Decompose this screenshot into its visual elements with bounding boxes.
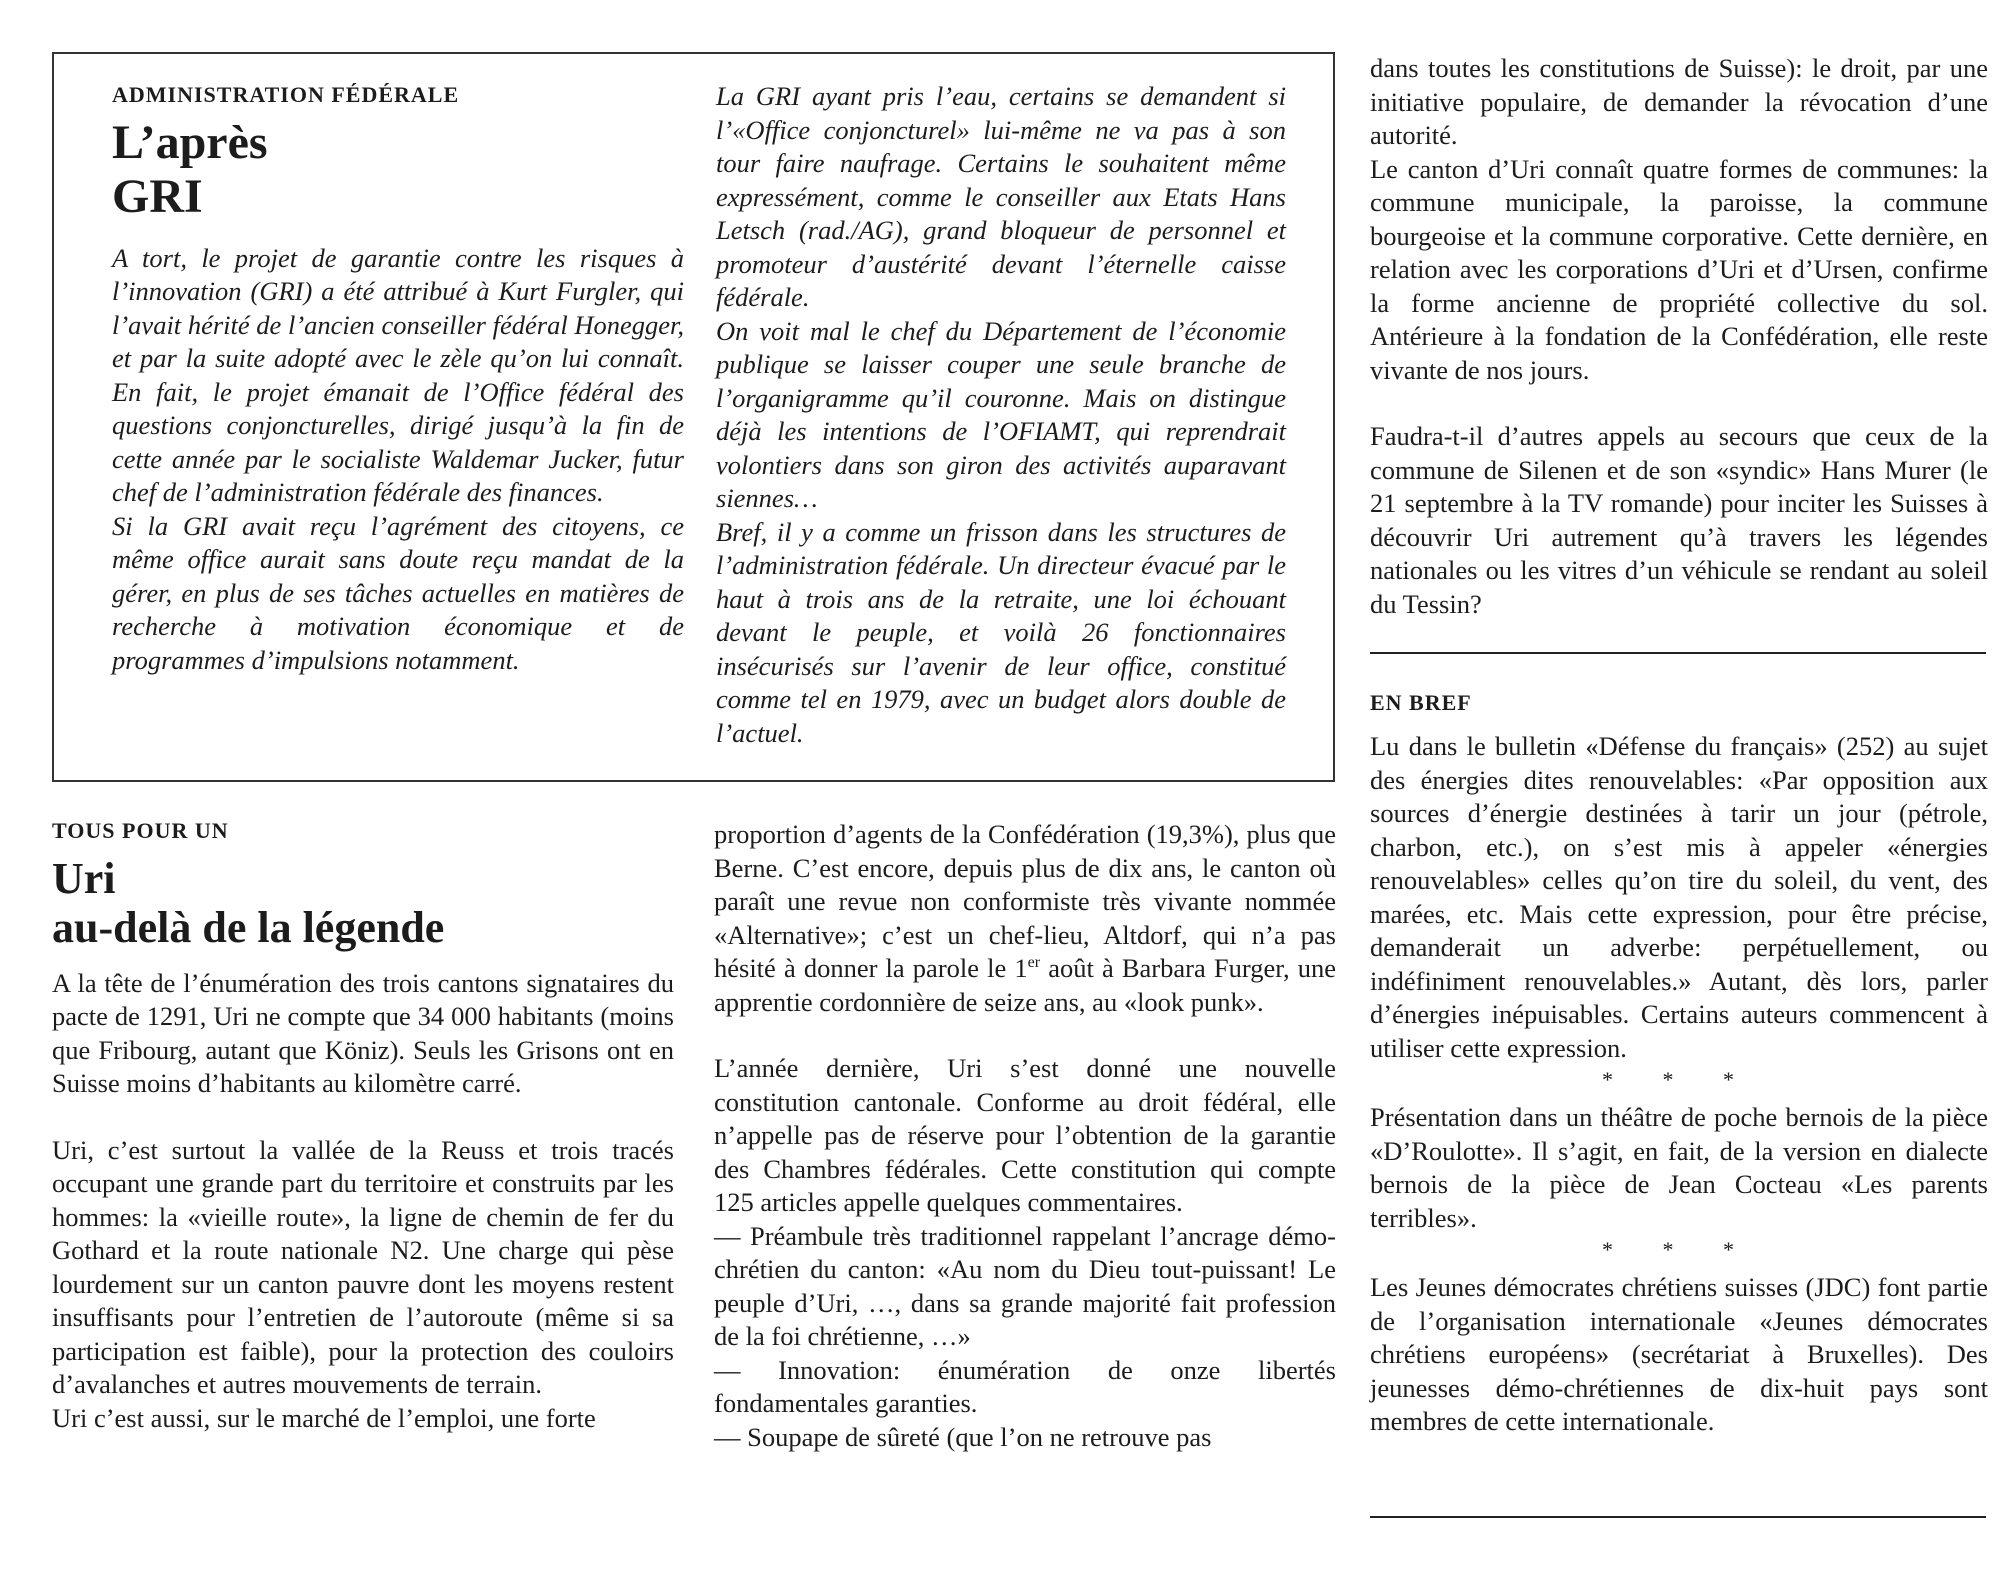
- uri-title-line1: Uri: [52, 854, 116, 903]
- uri-col2-paragraph3: — Préambule très traditionnel rappelant l’ancrage démo-chrétien du canton: «Au nom du Dieu tout-puissant! Le peuple d’Uri, …, dans sa grande majorité fait profession de la foi chrétienne, …»: [714, 1220, 1336, 1351]
- gri-headline: [112, 116, 684, 224]
- gri-col2-paragraph1: La GRI ayant pris l’eau, certains se demandent si l’«Office conjoncturel» lui-même ne va pas à son tour faire naufrage. Certains le souhaitent même expressément, comme le conseiller aux Etats Hans Letsch (rad./AG), grand bloqueur de personnel et promoteur d’austérité devant l’éternelle caisse fédérale.: [716, 81, 1286, 312]
- gri-col2-paragraph3: Bref, il y a comme un frisson dans les structures de l’administration fédérale. Un directeur évacué par le haut à trois ans de la retraite, une loi échouant devant le peuple, et voilà 26 fonctionnaires insécurisés sur l’avenir de leur office, constitué comme tel en 1979, avec un budget alors double de l’actuel.: [716, 516, 1286, 748]
- uri-col2-paragraph2: L’année dernière, Uri s’est donné une nouvelle constitution cantonale. Conforme au droit fédéral, elle n’appelle pas de réserve pour l’obtention de la garantie des Chambres fédérales. Cette constitution qui compte 125 articles appelle quelques commentaires.: [714, 1053, 1336, 1217]
- gri-article-col1: [112, 82, 684, 677]
- gri-title-line1: L’après: [112, 116, 268, 169]
- en-bref-kicker: EN BREF: [1370, 690, 1472, 715]
- separator-stars-2: * * *: [1602, 1237, 1756, 1262]
- uri-col2-paragraph5: — Soupape de sûreté (que l’on ne retrouve pas: [714, 1421, 1212, 1452]
- bottom-rule: [1370, 1516, 1986, 1518]
- en-bref-section: [1370, 690, 1988, 1439]
- uri-col3-paragraph3: Faudra-t-il d’autres appels au secours que ceux de la commune de Silenen et de son «syndic» Hans Murer (le 21 septembre à la TV romande) pour inciter les Suisses à découvrir Uri autrement qu’à travers les légendes nationales ou les vitres d’un véhicule se rendant au soleil du Tessin?: [1370, 421, 1988, 619]
- uri-article-col2: [714, 818, 1336, 1454]
- uri-headline: [52, 854, 674, 953]
- uri-col1-paragraph2: Uri, c’est surtout la vallée de la Reuss et trois tracés occupant une grande part du territoire et construits par les hommes: la «vieille route», la ligne de chemin de fer du Gothard et la route nationale N2. Une charge qui pèse lourdement sur un canton pauvre dont les moyens restent insuffisants pour l’entretien de l’autoroute (même si sa participation est faible), pour la protection des couloirs d’avalanches et autres mouvements de terrain.: [52, 1134, 674, 1400]
- uri-col1-paragraph1: A la tête de l’énumération des trois cantons signataires du pacte de 1291, Uri ne compte que 34 000 habitants (moins que Fribourg, autant que Köniz). Seuls les Grisons ont en Suisse moins d’habitants au kilomètre carré.: [52, 967, 674, 1099]
- gri-col1-paragraph2: Si la GRI avait reçu l’agrément des citoyens, ce même office aurait sans doute reçu mandat de la gérer, en plus de ses tâches actuelles en matières de recherche à motivation économique et de programmes d’impulsions notamment.: [112, 510, 684, 675]
- uri-col2-p1-part-b: août à Barbara Furger, une apprentie cordonnière de seize ans, au «look punk».: [714, 953, 1336, 1017]
- divider-rule: [1370, 652, 1986, 654]
- gri-kicker: ADMINISTRATION FÉDÉRALE: [112, 82, 460, 107]
- uri-col2-p1-part-a: proportion d’agents de la Confédération (19,3%), plus que Berne. C’est encore, depuis plus de dix ans, le canton où paraît une revue non conformiste très vivante nommée «Alternative»; c’est un chef-lieu, Altdorf, qui n’a pas hésité à donner la parole le 1: [714, 819, 1336, 983]
- uri-title-line2: au-delà de la légende: [52, 903, 445, 953]
- gri-title-line2: GRI: [112, 169, 203, 223]
- uri-col2-paragraph4: — Innovation: énumération de onze libertés fondamentales garanties.: [714, 1354, 1336, 1418]
- uri-kicker: TOUS POUR UN: [52, 818, 229, 843]
- uri-col2-paragraph1: [714, 818, 1336, 1019]
- en-bref-paragraph3: Les Jeunes démocrates chrétiens suisses (JDC) font partie de l’organisation internationale «Jeunes démocrates chrétiens européens» (secrétariat à Bruxelles). Des jeunesses démo-chrétiennes de dix-huit pays sont membres de cette internationale.: [1370, 1272, 1988, 1436]
- superscript-er: er: [1027, 954, 1041, 972]
- uri-article-col1: [52, 818, 674, 1435]
- en-bref-paragraph2: Présentation dans un théâtre de poche bernois de la pièce «D’Roulotte». Il s’agit, en fait, de la version en dialecte bernois de la pièce de Jean Cocteau «Les parents terribles».: [1370, 1102, 1988, 1233]
- gri-col1-paragraph1: A tort, le projet de garantie contre les risques à l’innovation (GRI) a été attribué à Kurt Furgler, qui l’avait hérité de l’ancien conseiller fédéral Honegger, et par la suite adopté avec le zèle qu’on lui connaît. En fait, le projet émanait de l’Office fédéral des questions conjoncturelles, dirigé jusqu’à la fin de cette année par le socialiste Waldemar Jucker, futur chef de l’administration fédérale des finances.: [112, 242, 684, 507]
- gri-col2-paragraph2: On voit mal le chef du Département de l’économie publique se laisser couper une seule branche de l’organigramme qu’il couronne. Mais on distingue déjà les intentions de l’OFIAMT, qui reprendrait volontiers dans son giron des activités auparavant siennes…: [716, 315, 1286, 513]
- uri-col3-paragraph2: Le canton d’Uri connaît quatre formes de communes: la commune municipale, la paroisse, la commune bourgeoise et la commune corporative. Cette dernière, en relation avec les corporations d’Uri et d’Ursen, confirme la forme ancienne de propriété collective du sol. Antérieure à la fondation de la Confédération, elle reste vivante de nos jours.: [1370, 153, 1988, 385]
- uri-col1-paragraph3: Uri c’est aussi, sur le marché de l’emploi, une forte: [52, 1402, 596, 1433]
- gri-article-col2: [716, 80, 1286, 750]
- separator-stars-1: * * *: [1602, 1067, 1756, 1092]
- en-bref-paragraph1: Lu dans le bulletin «Défense du français» (252) au sujet des énergies dites renouvelables: «Par opposition aux sources d’énergie destinées à tarir un jour (pétrole, charbon, etc.), on s’est mis à appeler «énergies renouvelables» celles qu’on tire du soleil, du vent, des marées, etc. Mais cette expression, pour être précise, demanderait un adverbe: perpétuellement, ou indéfiniment renouvelables.» Autant, dès lors, parler d’énergies inépuisables. Certains auteurs commencent à utiliser cette expression.: [1370, 731, 1988, 1063]
- uri-col3-paragraph1: dans toutes les constitutions de Suisse): le droit, par une initiative populaire, de demander la révocation d’une autorité.: [1370, 53, 1988, 150]
- uri-article-col3: [1370, 52, 1988, 621]
